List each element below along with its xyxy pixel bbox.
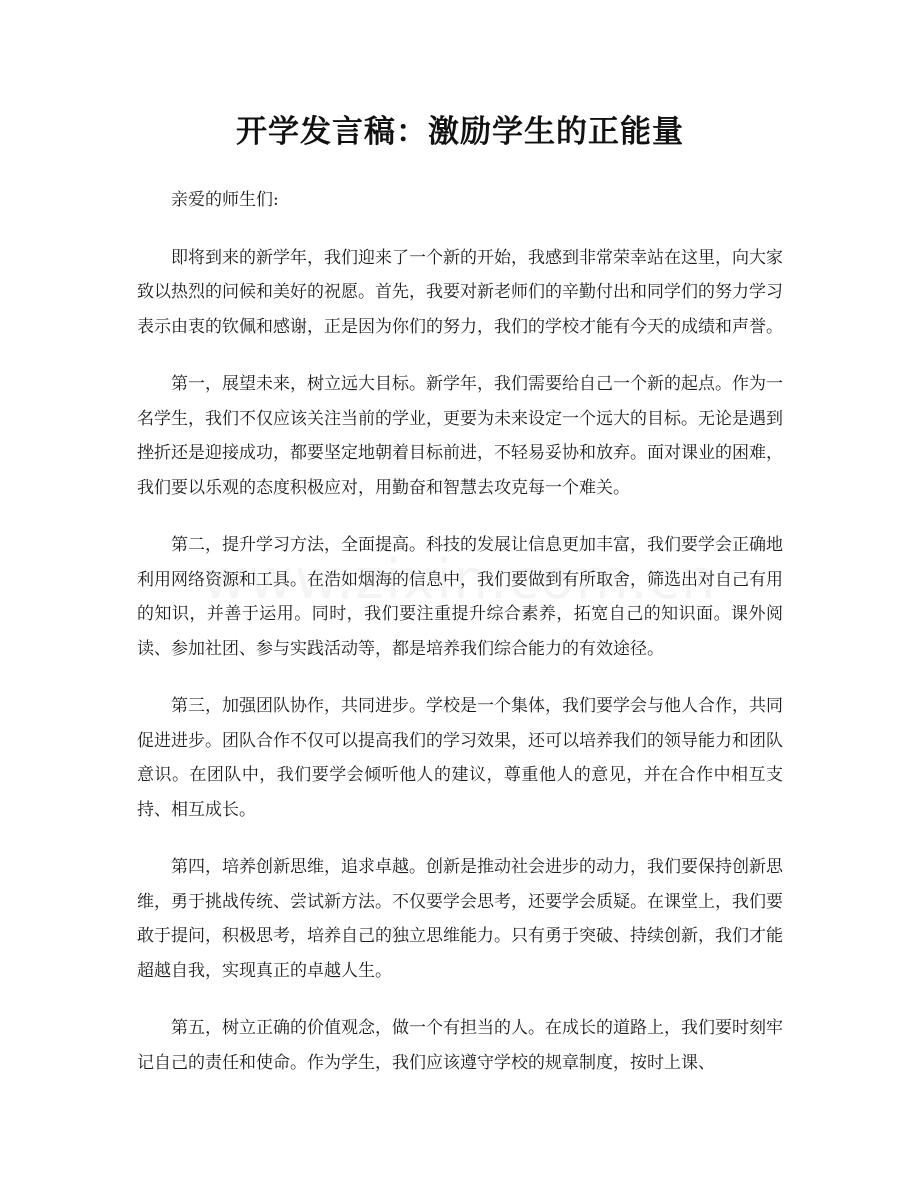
point-four-paragraph: 第四，培养创新思维，追求卓越。创新是推动社会进步的动力，我们要保持创新思维，勇于挑战传统、尝试新方法。不仅要学会思考，还要学会质疑。在课堂上，我们要敢于提问，积极思考，培养自己的独立思维能力。只有勇于突破、持续创新，我们才能超越自我，实现真正的卓越人生。 — [137, 857, 783, 981]
salutation-paragraph: 亲爱的师生们: — [171, 190, 279, 210]
point-one-paragraph: 第一，展望未来，树立远大目标。新学年，我们需要给自己一个新的起点。作为一名学生，我们不仅应该关注当前的学业，更要为未来设定一个远大的目标。无论是遇到挫折还是迎接成功，都要坚定地朝着目标前进，不轻易妥协和放弃。面对课业的困难，我们要以乐观的态度积极应对，用勤奋和智慧去攻克每一个难关。 — [137, 374, 783, 498]
point-two-paragraph: 第二，提升学习方法，全面提高。科技的发展让信息更加丰富，我们要学会正确地利用网络资源和工具。在浩如烟海的信息中，我们要做到有所取舍，筛选出对自己有用的知识，并善于运用。同时，我们要注重提升综合素养，拓宽自己的知识面。课外阅读、参加社团、参与实践活动等，都是培养我们综合能力的有效途径。 — [137, 535, 783, 659]
point-three-paragraph: 第三，加强团队协作，共同进步。学校是一个集体，我们要学会与他人合作，共同促进进步。团队合作不仅可以提高我们的学习效果，还可以培养我们的领导能力和团队意识。在团队中，我们要学会倾听他人的建议，尊重他人的意见，并在合作中相互支持、相互成长。 — [137, 696, 783, 820]
intro-paragraph: 即将到来的新学年，我们迎来了一个新的开始，我感到非常荣幸站在这里，向大家致以热烈的问候和美好的祝愿。首先，我要对新老师们的辛勤付出和同学们的努力学习表示由衷的钦佩和感谢，正是因为你们的努力，我们的学校才能有今天的成绩和声誉。 — [137, 247, 783, 337]
document-body — [137, 183, 783, 1103]
page-title: 开学发言稿：激励学生的正能量 — [236, 114, 684, 150]
point-five-paragraph: 第五，树立正确的价值观念，做一个有担当的人。在成长的道路上，我们要时刻牢记自己的责任和使命。作为学生，我们应该遵守学校的规章制度，按时上课、 — [137, 1018, 783, 1073]
